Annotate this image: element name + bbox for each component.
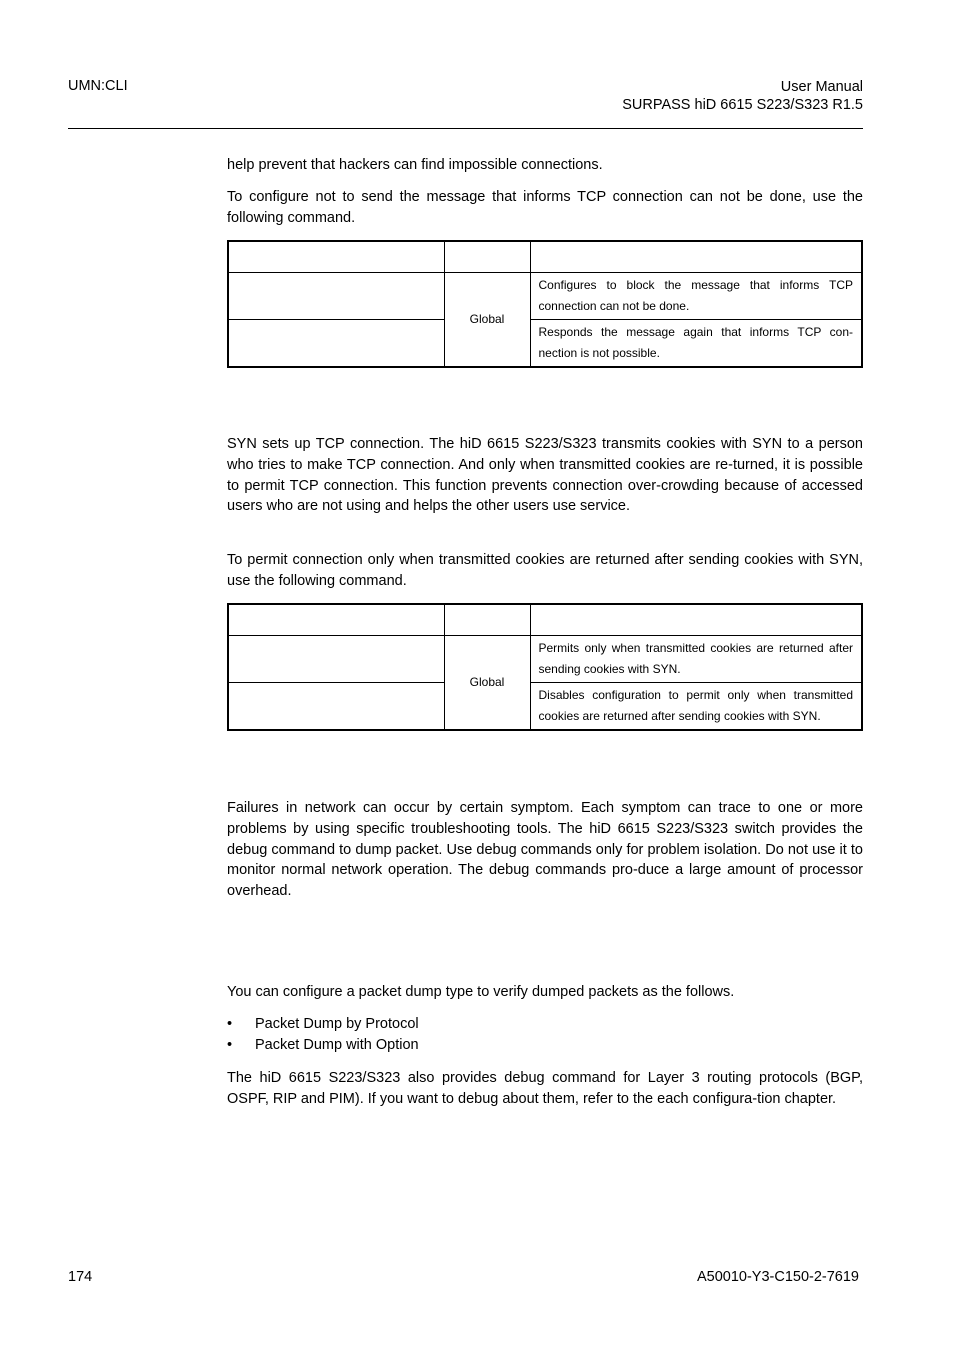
paragraph-2: To configure not to send the message that informs TCP connection can not be done, use the following command. — [227, 189, 863, 226]
table-header-row — [228, 604, 862, 636]
document-id: A50010-Y3-C150-2-7619 — [696, 1269, 859, 1285]
command-cell — [228, 636, 444, 683]
table-row — [228, 636, 862, 683]
bullet-marker: • — [227, 1037, 233, 1053]
mode-cell: Global — [444, 273, 530, 368]
table-row — [228, 320, 862, 368]
list-item-text: Packet Dump by Protocol — [255, 1016, 419, 1032]
header-title-line2: SURPASS hiD 6615 S223/S323 R1.5 — [622, 97, 863, 113]
paragraph-4: To permit connection only when transmitted cookies are returned after sending cookies with SYN, use the following command. — [227, 552, 863, 589]
paragraph-5: Failures in network can occur by certain symptom. Each symptom can trace to one or more problems by using specific troubleshooting tools. The hiD 6615 S223/S323 switch provides the debug command to dump packet. Use debug commands only for problem isolation. Do not use it to monitor normal network operation. The debug commands pro-duce a large amount of processor overhead. — [227, 800, 863, 900]
table-header-cell — [444, 241, 530, 273]
table-header-cell — [228, 241, 444, 273]
table-header-cell — [530, 604, 862, 636]
paragraph-6: You can configure a packet dump type to verify dumped packets as the follows. — [227, 984, 735, 1000]
paragraph-7: The hiD 6615 S223/S323 also provides debug command for Layer 3 routing protocols (BGP, OSPF, RIP and PIM). If you want to debug about them, refer to the each configura-tion chapter. — [227, 1070, 863, 1107]
paragraph-3: SYN sets up TCP connection. The hiD 6615 S223/S323 transmits cookies with SYN to a person who tries to make TCP connection. And only when transmitted cookies are re-turned, it is possible to permit TCP connection. This function prevents connection over-crowding because of accessed users who are not using and helps the other users use service. — [227, 436, 863, 515]
command-table-1 — [227, 240, 863, 368]
table-header-cell — [530, 241, 862, 273]
mode-cell: Global — [444, 636, 530, 731]
header-rule — [68, 128, 863, 129]
bullet-marker: • — [227, 1016, 233, 1032]
table-header-cell — [228, 604, 444, 636]
header-title — [622, 78, 863, 114]
table-row — [228, 683, 862, 731]
list-item-text: Packet Dump with Option — [255, 1037, 419, 1053]
paragraph-1: help prevent that hackers can find impossible connections. — [227, 157, 603, 173]
list-item — [227, 1035, 419, 1056]
description-cell: Disables configuration to permit only when transmitted cookies are returned after sending cookies with SYN. — [530, 683, 862, 731]
description-cell: Responds the message again that informs TCP con-nection is not possible. — [530, 320, 862, 368]
command-table-2 — [227, 603, 863, 731]
command-cell — [228, 320, 444, 368]
header-doc-label: UMN:CLI — [68, 78, 128, 94]
table-header-cell — [444, 604, 530, 636]
header-title-line1: User Manual — [780, 79, 863, 95]
command-cell — [228, 273, 444, 320]
table-row — [228, 273, 862, 320]
command-cell — [228, 683, 444, 731]
description-cell: Configures to block the message that informs TCP connection can not be done. — [530, 273, 862, 320]
page-number: 174 — [68, 1269, 93, 1285]
list-item — [227, 1014, 419, 1035]
description-cell: Permits only when transmitted cookies are returned after sending cookies with SYN. — [530, 636, 862, 683]
table-header-row — [228, 241, 862, 273]
